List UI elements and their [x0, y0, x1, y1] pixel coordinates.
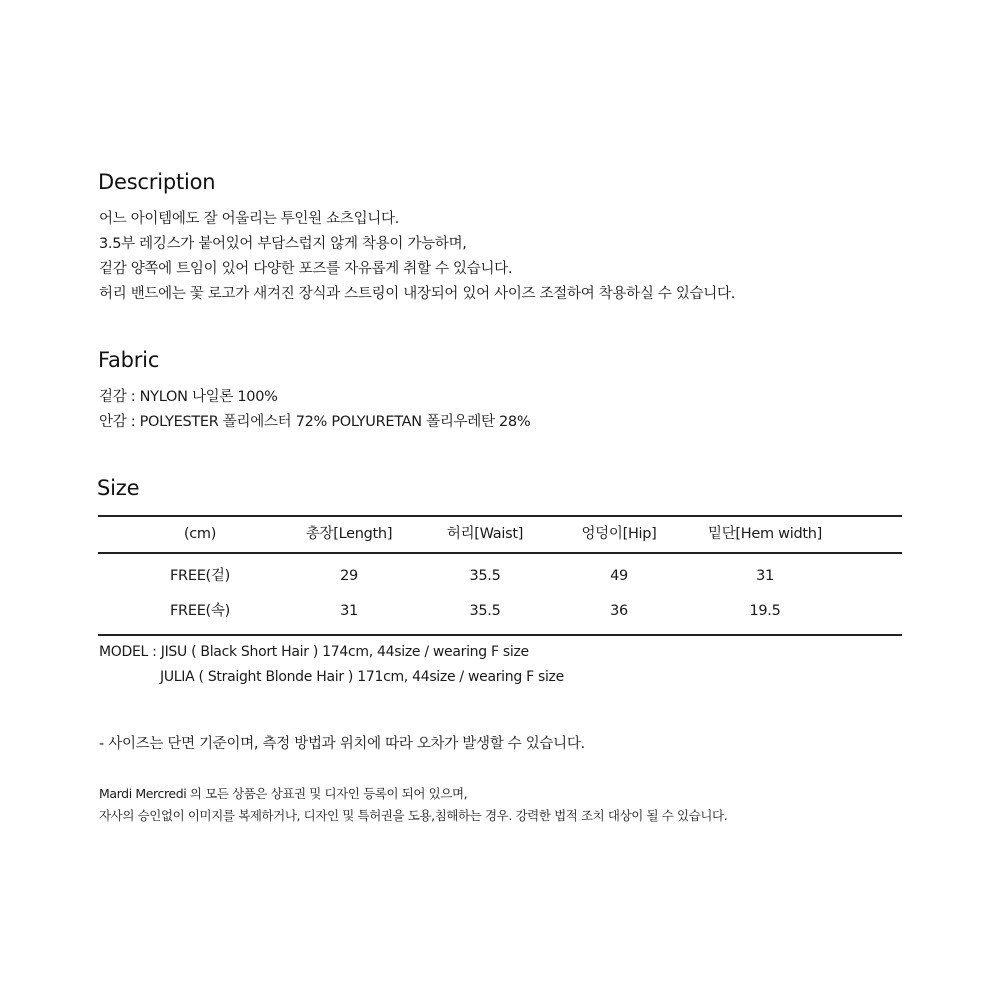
copyright-notice: Mardi Mercredi 의 모든 상품은 상표권 및 디자인 등록이 되어 있으며,	[99, 786, 468, 801]
row-hip-value: 49	[610, 568, 628, 584]
row-length-value: 31	[340, 603, 358, 619]
row-size-label: FREE(속)	[170, 603, 230, 619]
description-line: 3.5부 레깅스가 붙어있어 부담스럽지 않게 착용이 가능하며,	[99, 236, 467, 252]
fabric-line: 안감 : POLYESTER 폴리에스터 72% POLYURETAN 폴리우레탄 28%	[99, 414, 531, 430]
fabric-line: 겉감 : NYLON 나일론 100%	[99, 389, 278, 405]
description-line: 허리 밴드에는 꽃 로고가 새겨진 장식과 스트링이 내장되어 있어 사이즈 조절하여 착용하실 수 있습니다.	[99, 286, 736, 302]
model-info-line: MODEL : JISU ( Black Short Hair ) 174cm, 44size / wearing F size	[99, 644, 529, 660]
row-hem-value: 31	[756, 568, 774, 584]
header-cell-waist: 허리[Waist]	[446, 526, 524, 542]
fabric-heading: Fabric	[98, 348, 160, 372]
description-line: 어느 아이템에도 잘 어울리는 투인원 쇼츠입니다.	[99, 211, 399, 227]
row-length-value: 29	[340, 568, 358, 584]
row-size-label: FREE(겉)	[170, 568, 230, 584]
row-hem-value: 19.5	[749, 603, 781, 619]
description-heading: Description	[98, 170, 216, 194]
header-cell-length: 총장[Length]	[305, 526, 393, 542]
row-waist-value: 35.5	[469, 603, 501, 619]
row-hip-value: 36	[610, 603, 628, 619]
size-heading: Size	[97, 476, 140, 500]
header-cell-hem-width: 밑단[Hem width]	[708, 526, 822, 542]
copyright-notice: 자사의 승인없이 이미지를 복제하거나, 디자인 및 특허권을 도용,침해하는 경우. 강력한 법적 조치 대상이 될 수 있습니다.	[99, 808, 728, 823]
table-header-rule	[98, 552, 902, 554]
table-top-rule	[98, 515, 902, 517]
header-cell-unit: (cm)	[183, 526, 217, 542]
row-waist-value: 35.5	[469, 568, 501, 584]
header-cell-hip: 엉덩이[Hip]	[581, 526, 657, 542]
size-note: - 사이즈는 단면 기준이며, 측정 방법과 위치에 따라 오차가 발생할 수 있습니다.	[99, 736, 585, 752]
table-bottom-rule	[98, 634, 902, 636]
description-line: 겉감 양쪽에 트임이 있어 다양한 포즈를 자유롭게 취할 수 있습니다.	[99, 261, 513, 277]
model-info-line: JULIA ( Straight Blonde Hair ) 171cm, 44size / wearing F size	[160, 669, 564, 685]
